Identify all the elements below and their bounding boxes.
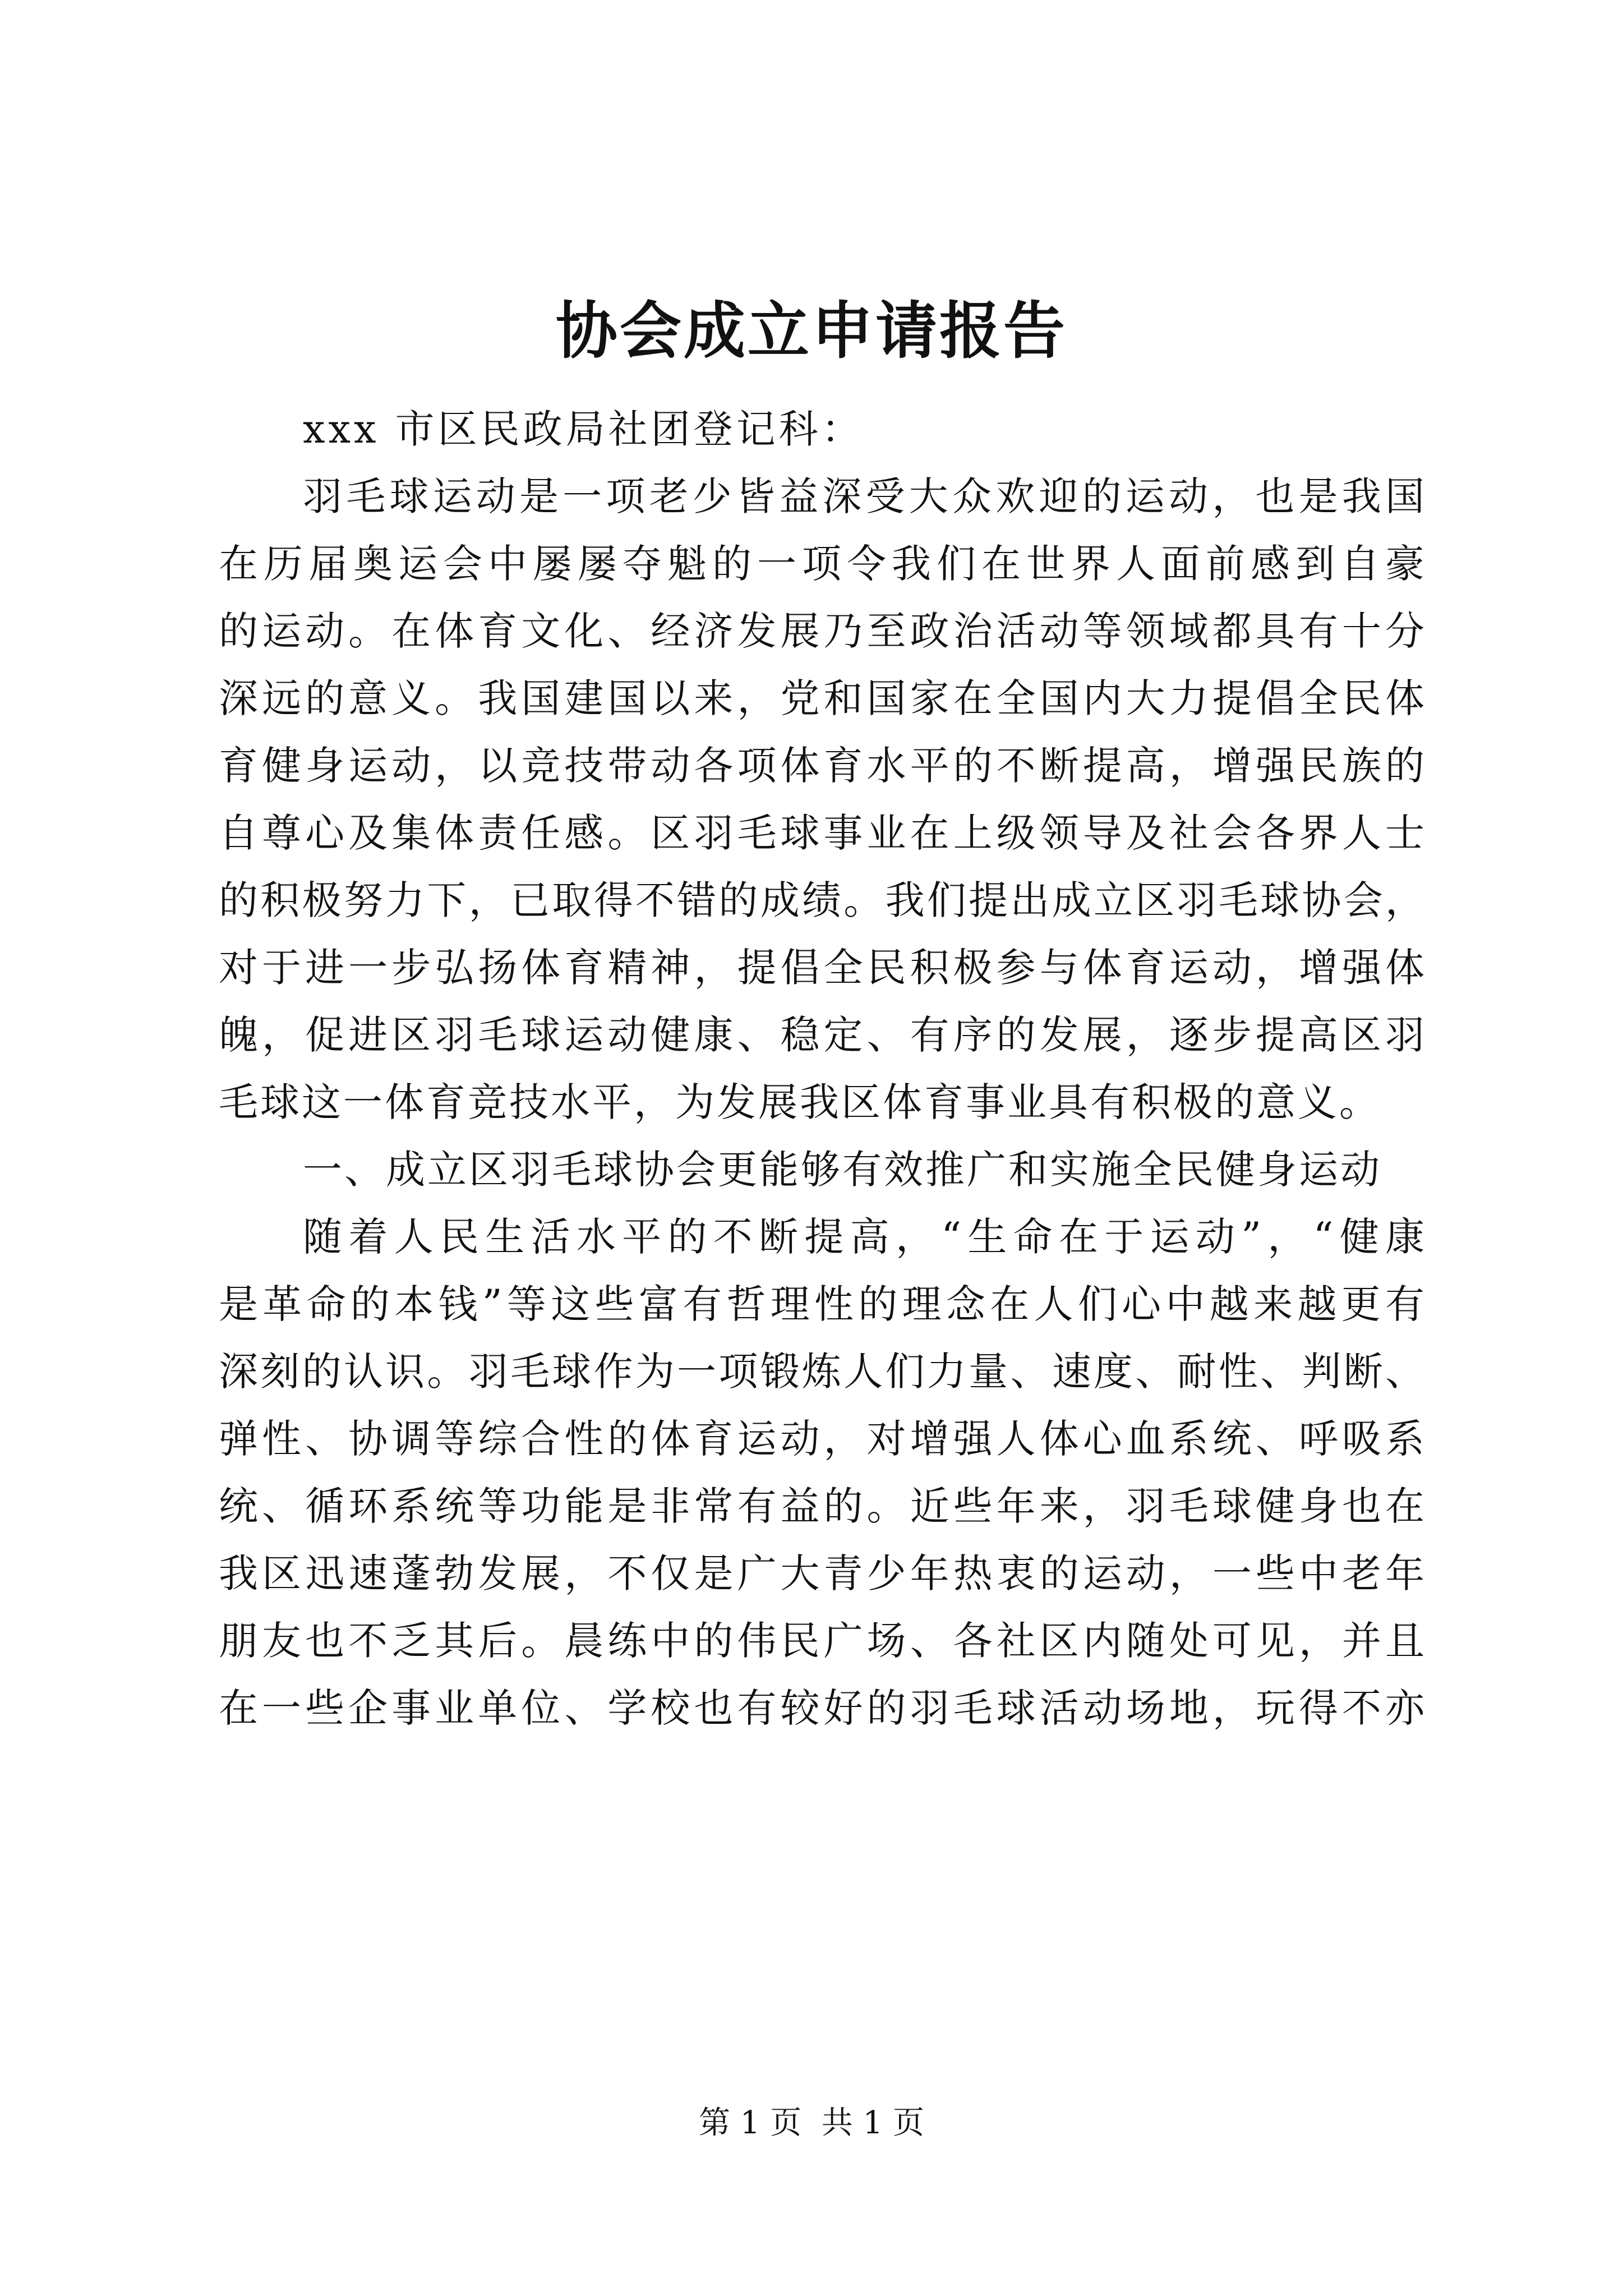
paragraph-line: 自尊心及集体责任感。区羽毛球事业在上级领导及社会各界人士 bbox=[219, 810, 1424, 856]
paragraph-line: 弹性、协调等综合性的体育运动，对增强人体心血系统、呼吸系 bbox=[219, 1416, 1424, 1462]
salutation: xxx 市区民政局社团登记科： bbox=[303, 406, 864, 452]
paragraph-line: 毛球这一体育竞技水平，为发展我区体育事业具有积极的意义。 bbox=[219, 1079, 1381, 1125]
document-title: 协会成立申请报告 bbox=[556, 295, 1067, 367]
paragraph-line: 统、循环系统等功能是非常有益的。近些年来，羽毛球健身也在 bbox=[219, 1483, 1424, 1529]
paragraph-line: 羽毛球运动是一项老少皆益深受大众欢迎的运动，也是我国 bbox=[303, 473, 1424, 519]
section-heading: 一、成立区羽毛球协会更能够有效推广和实施全民健身运动 bbox=[303, 1147, 1382, 1193]
paragraph-line: 是革命的本钱”等这些富有哲理性的理念在人们心中越来越更有 bbox=[219, 1281, 1424, 1327]
paragraph-line: 的运动。在体育文化、经济发展乃至政治活动等领域都具有十分 bbox=[219, 608, 1424, 654]
paragraph-line: 在历届奥运会中屡屡夺魁的一项令我们在世界人面前感到自豪 bbox=[219, 541, 1424, 587]
paragraph-line: 朋友也不乏其后。晨练中的伟民广场、各社区内随处可见，并且 bbox=[219, 1618, 1424, 1664]
paragraph-line: 在一些企事业单位、学校也有较好的羽毛球活动场地，玩得不亦 bbox=[219, 1685, 1424, 1731]
page-footer: 第 1 页 共 1 页 bbox=[698, 2105, 925, 2141]
paragraph-line: 深远的意义。我国建国以来，党和国家在全国内大力提倡全民体 bbox=[219, 675, 1424, 721]
paragraph-line: 随着人民生活水平的不断提高，“生命在于运动”，“健康 bbox=[303, 1214, 1424, 1260]
paragraph-line: 深刻的认识。羽毛球作为一项锻炼人们力量、速度、耐性、判断、 bbox=[219, 1349, 1424, 1395]
paragraph-line: 魄，促进区羽毛球运动健康、稳定、有序的发展，逐步提高区羽 bbox=[219, 1012, 1424, 1058]
paragraph-line: 育健身运动，以竞技带动各项体育水平的不断提高，增强民族的 bbox=[219, 743, 1424, 789]
paragraph-line: 对于进一步弘扬体育精神，提倡全民积极参与体育运动，增强体 bbox=[219, 945, 1424, 991]
paragraph-line: 的积极努力下，已取得不错的成绩。我们提出成立区羽毛球协会， bbox=[219, 877, 1424, 923]
paragraph-line: 我区迅速蓬勃发展，不仅是广大青少年热衷的运动，一些中老年 bbox=[219, 1550, 1424, 1596]
